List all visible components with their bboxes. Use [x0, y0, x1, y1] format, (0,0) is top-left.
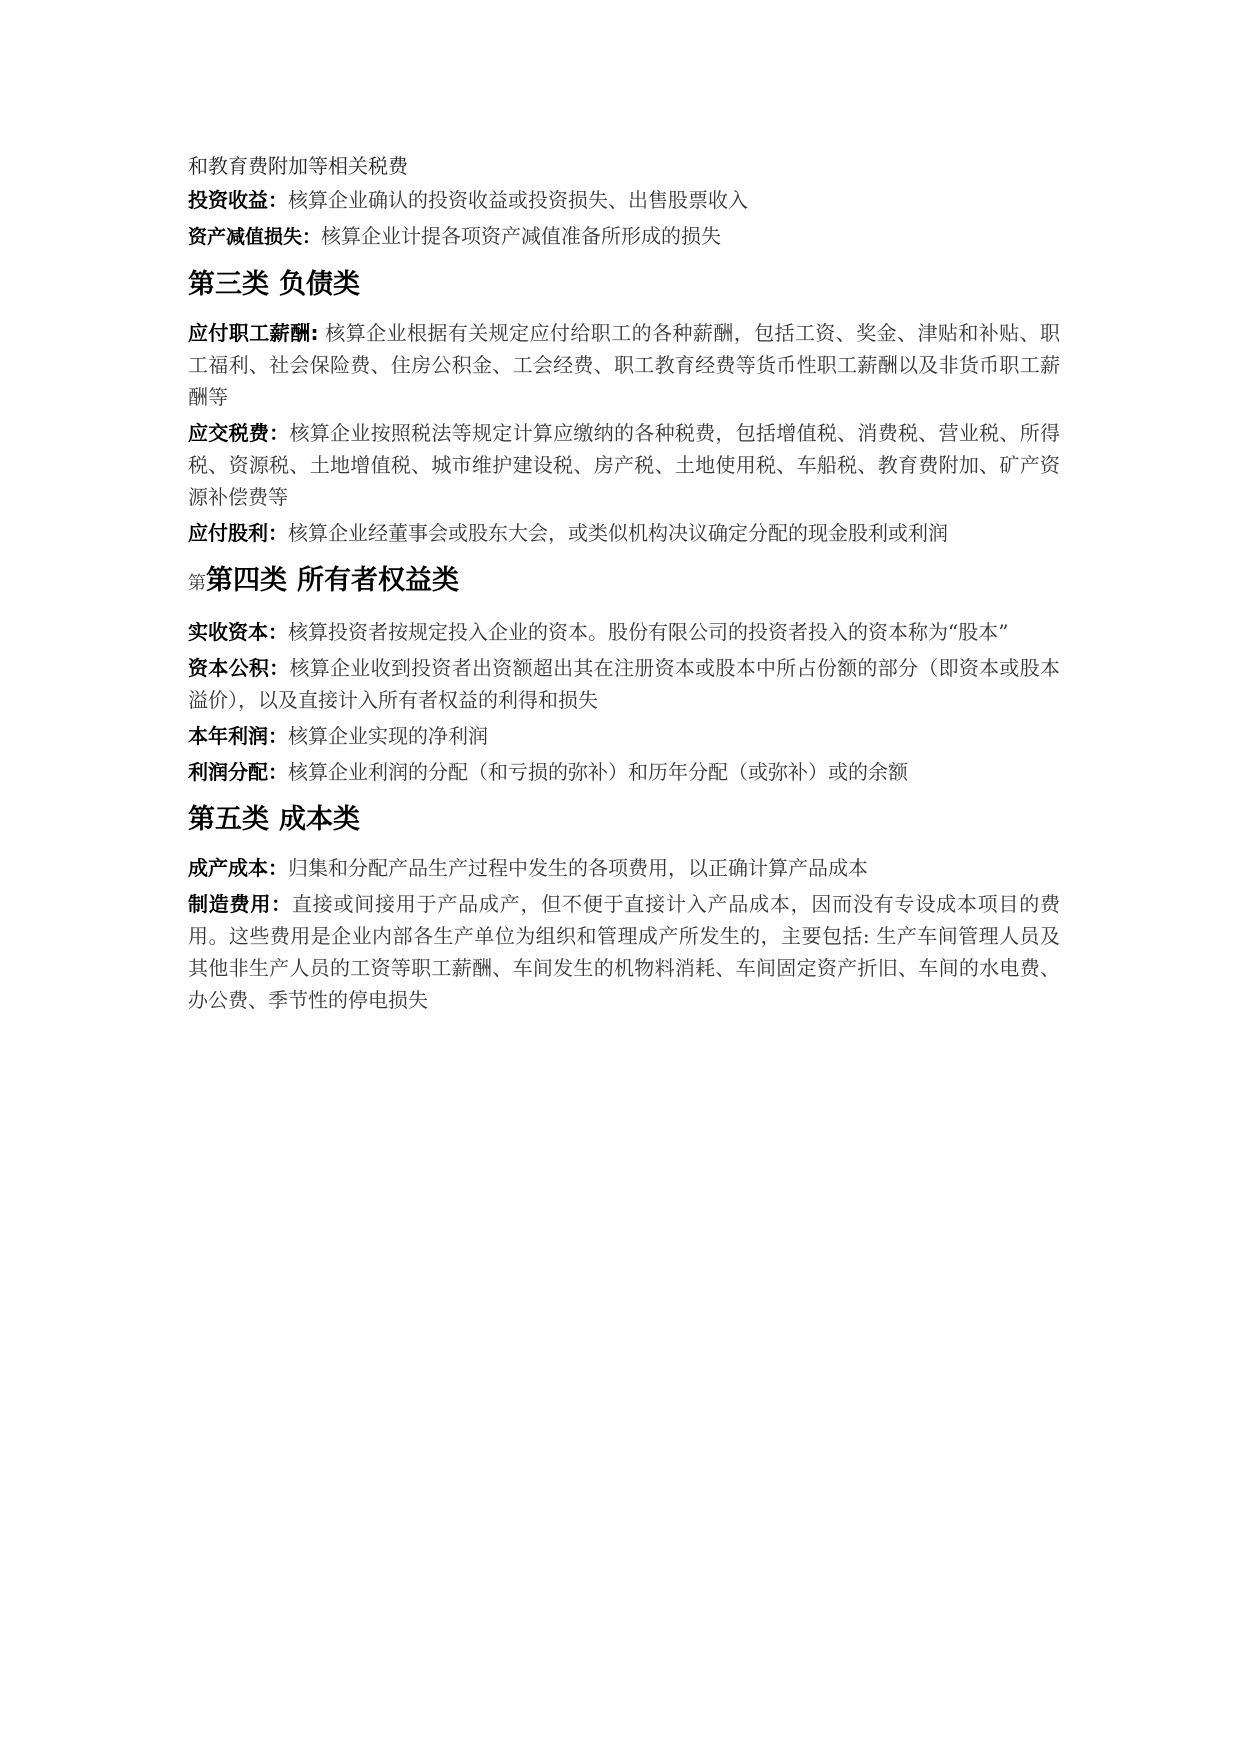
section-number: 第五类 [188, 804, 269, 835]
entry-term: 利润分配： [188, 760, 288, 784]
entry-term: 资产减值损失： [188, 226, 322, 248]
entry-term: 投资收益： [188, 188, 288, 212]
entry-description: 核算企业经董事会或股东大会，或类似机构决议确定分配的现金股利或利润 [288, 521, 948, 545]
section-number: 第三类 [188, 269, 269, 300]
entry-production-cost [188, 852, 1060, 884]
entry-description: 直接或间接用于产品成产，但不便于直接计入产品成本，因而没有专设成本项目的费用。这些费用是企业内部各生产单位为组织和管理成产所发生的，主要包括: 生产车间管理人员及其他非生产人员的工资等职工薪酬、车间发生的机物料消耗、车间固定资产折旧、车间的水电费、办公费、季节性的停电损失 [188, 892, 1061, 1012]
entry-description: 归集和分配产品生产过程中发生的各项费用，以正确计算产品成本 [288, 856, 868, 880]
entry-description: 核算企业收到投资者出资额超出其在注册资本或股本中所占份额的部分（即资本或股本溢价），以及直接计入所有者权益的利得和损失 [188, 656, 1061, 712]
continuation-text: 和教育费附加等相关税费 [188, 154, 408, 178]
entry-profit-distribution [188, 756, 1060, 788]
entry-description: 核算企业根据有关规定应付给职工的各种薪酬，包括工资、奖金、津贴和补贴、职工福利、社会保险费、住房公积金、工会经费、职工教育经费等货币性职工薪酬以及非货币职工薪酬等 [188, 321, 1061, 409]
section-prefix: 第 [188, 573, 206, 594]
entry-description: 核算投资者按规定投入企业的资本。股份有限公司的投资者投入的资本称为“股本” [288, 620, 1009, 644]
section-title: 所有者权益类 [297, 565, 459, 596]
entry-investment-income [188, 184, 1060, 216]
entry-term: 应付股利： [188, 521, 288, 545]
entry-description: 核算企业利润的分配（和亏损的弥补）和历年分配（或弥补）或的余额 [288, 760, 908, 784]
section-title: 成本类 [279, 804, 360, 835]
entry-description: 核算企业按照税法等规定计算应缴纳的各种税费，包括增值税、消费税、营业税、所得税、资源税、土地增值税、城市维护建设税、房产税、土地使用税、车船税、教育费附加、矿产资源补偿费等 [188, 421, 1061, 509]
entry-capital-reserve [188, 652, 1060, 716]
entry-employee-payables [188, 317, 1060, 413]
entry-term: 本年利润： [188, 724, 288, 748]
entry-asset-impairment-loss [188, 220, 1060, 253]
entry-term: 应付职工薪酬: [188, 321, 319, 345]
entry-manufacturing-overhead [188, 888, 1060, 1016]
document-page [188, 150, 1060, 1020]
entry-dividends-payable [188, 517, 1060, 549]
entry-term: 实收资本： [188, 620, 288, 644]
section-heading-cost [188, 802, 1060, 838]
entry-term: 资本公积： [188, 656, 290, 680]
entry-description: 核算企业计提各项资产减值准备所形成的损失 [321, 224, 722, 248]
entry-description: 核算企业实现的净利润 [288, 724, 488, 748]
entry-term: 应交税费： [188, 421, 290, 445]
entry-current-year-profit [188, 720, 1060, 752]
entry-paid-in-capital [188, 616, 1060, 648]
section-heading-liabilities [188, 267, 1060, 303]
entry-term: 成产成本： [188, 856, 288, 880]
entry-description: 核算企业确认的投资收益或投资损失、出售股票收入 [288, 188, 748, 212]
section-number: 第四类 [206, 565, 287, 596]
section-title: 负债类 [279, 269, 360, 300]
entry-taxes-payable [188, 417, 1060, 513]
entry-term: 制造费用： [188, 892, 292, 916]
section-heading-owners-equity [188, 563, 1060, 602]
